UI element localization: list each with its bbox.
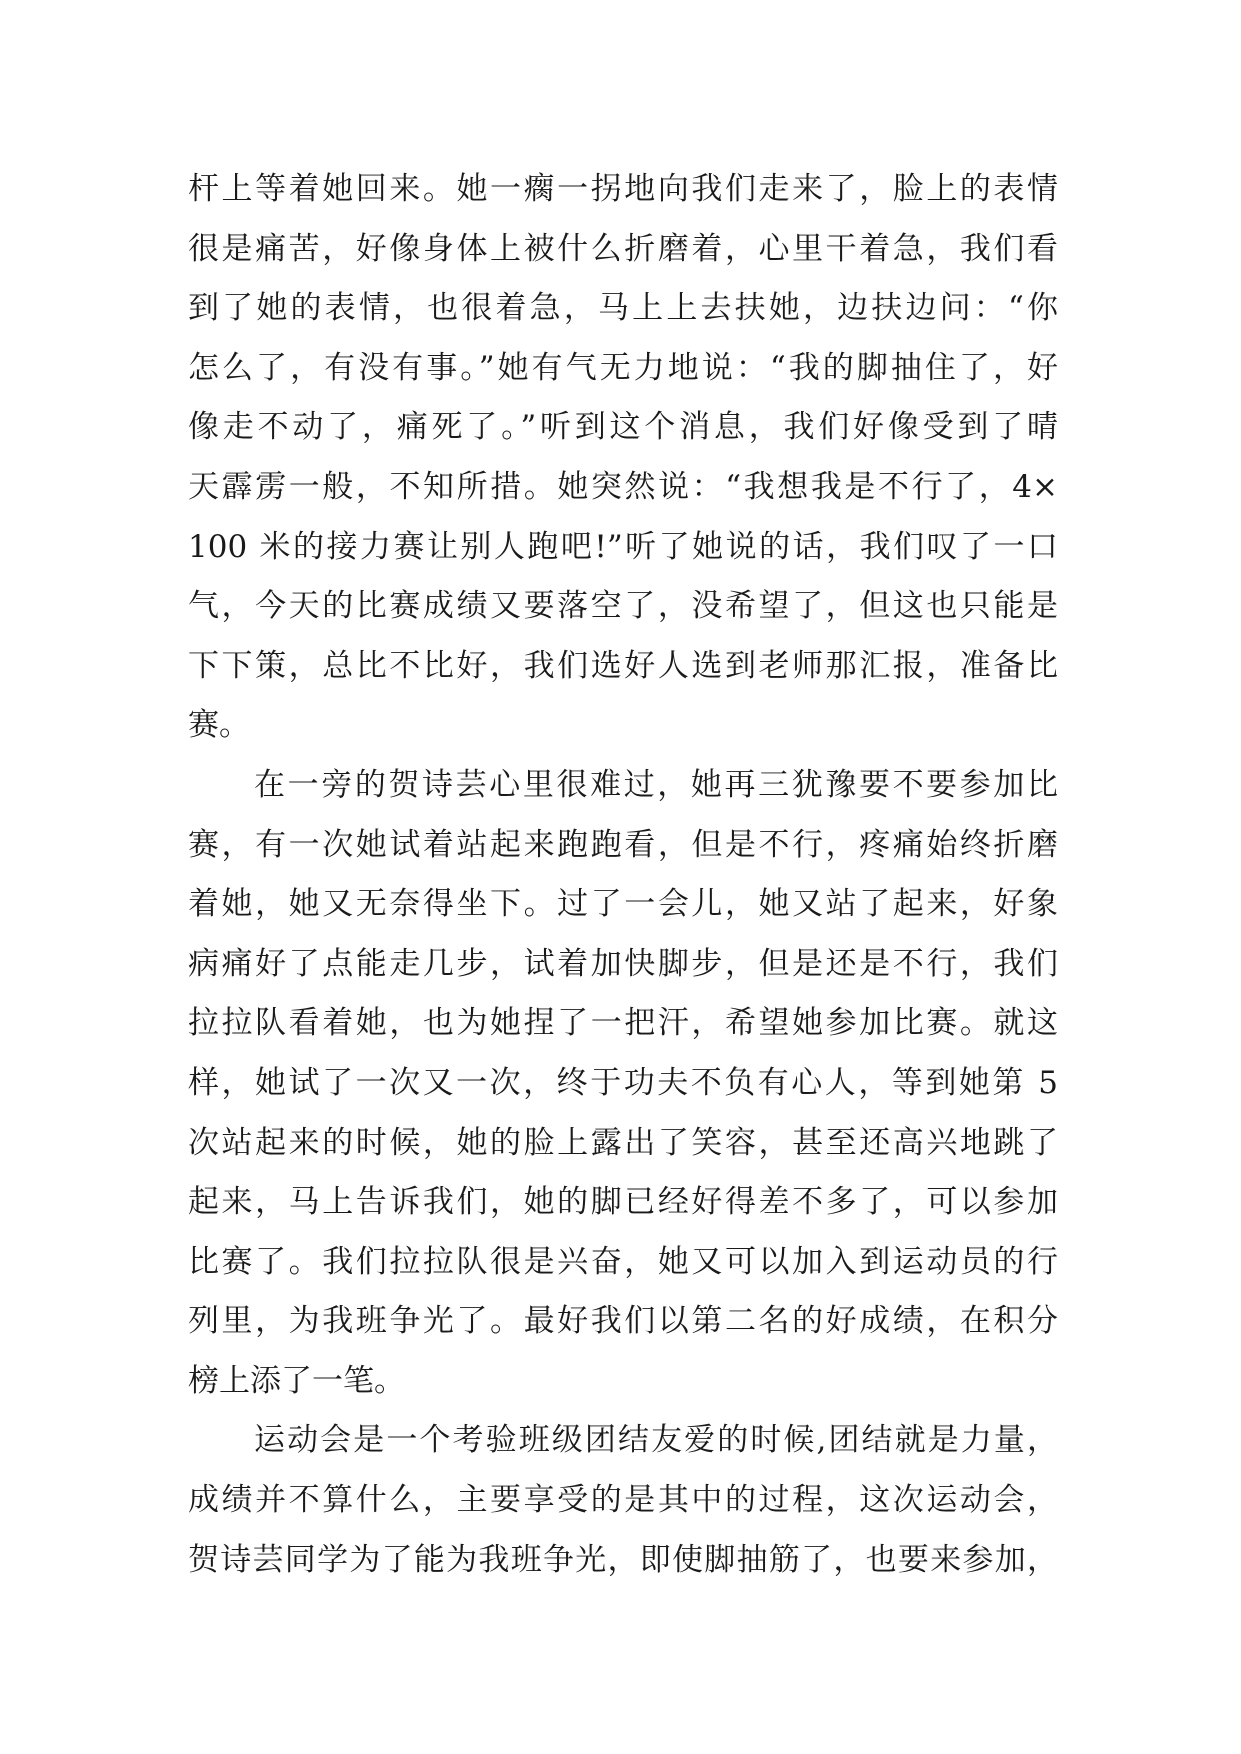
text-line: 比赛了。我们拉拉队很是兴奋，她又可以加入到运动员的行 bbox=[188, 1243, 1058, 1280]
text-line: 拉拉队看着她，也为她捏了一把汗，希望她参加比赛。就这 bbox=[188, 1005, 1058, 1042]
text-line: 很是痛苦，好像身体上被什么折磨着，心里干着急，我们看 bbox=[188, 230, 1058, 267]
text-line: 赛，有一次她试着站起来跑跑看，但是不行，疼痛始终折磨 bbox=[188, 826, 1058, 863]
text-line: 像走不动了，痛死了。”听到这个消息，我们好像受到了晴 bbox=[188, 409, 1058, 446]
text-line: 天霹雳一般，不知所措。她突然说：“我想我是不行了，4× bbox=[188, 468, 1058, 505]
text-line: 气，今天的比赛成绩又要落空了，没希望了，但这也只能是 bbox=[188, 588, 1058, 625]
text-line: 下下策，总比不比好，我们选好人选到老师那汇报，准备比 bbox=[188, 647, 1058, 684]
text-line: 100 米的接力赛让别人跑吧!”听了她说的话，我们叹了一口 bbox=[188, 528, 1058, 565]
text-line: 样，她试了一次又一次，终于功夫不负有心人，等到她第 5 bbox=[188, 1064, 1058, 1101]
paragraph-end-line: 榜上添了一笔。 bbox=[188, 1362, 405, 1399]
text-line: 贺诗芸同学为了能为我班争光，即使脚抽筋了，也要来参加， bbox=[188, 1541, 1058, 1578]
paragraph-end-line: 赛。 bbox=[188, 707, 250, 744]
text-line: 着她，她又无奈得坐下。过了一会儿，她又站了起来，好象 bbox=[188, 886, 1058, 923]
text-line: 怎么了，有没有事。”她有气无力地说：“我的脚抽住了，好 bbox=[188, 349, 1058, 386]
text-line: 列里，为我班争光了。最好我们以第二名的好成绩，在积分 bbox=[188, 1303, 1058, 1340]
text-line: 次站起来的时候，她的脸上露出了笑容，甚至还高兴地跳了 bbox=[188, 1124, 1058, 1161]
text-line: 杆上等着她回来。她一瘸一拐地向我们走来了，脸上的表情 bbox=[188, 171, 1058, 207]
paragraph-first-line: 在一旁的贺诗芸心里很难过，她再三犹豫要不要参加比 bbox=[254, 766, 1058, 803]
paragraph-first-line: 运动会是一个考验班级团结友爱的时候,团结就是力量， bbox=[254, 1422, 1058, 1459]
text-line: 病痛好了点能走几步，试着加快脚步，但是还是不行，我们 bbox=[188, 945, 1058, 982]
body-text bbox=[188, 160, 1058, 1590]
text-line: 成绩并不算什么，主要享受的是其中的过程，这次运动会， bbox=[188, 1482, 1058, 1519]
text-line: 起来，马上告诉我们，她的脚已经好得差不多了，可以参加 bbox=[188, 1184, 1058, 1221]
text-line: 到了她的表情，也很着急，马上上去扶她，边扶边问：“你 bbox=[188, 290, 1058, 327]
